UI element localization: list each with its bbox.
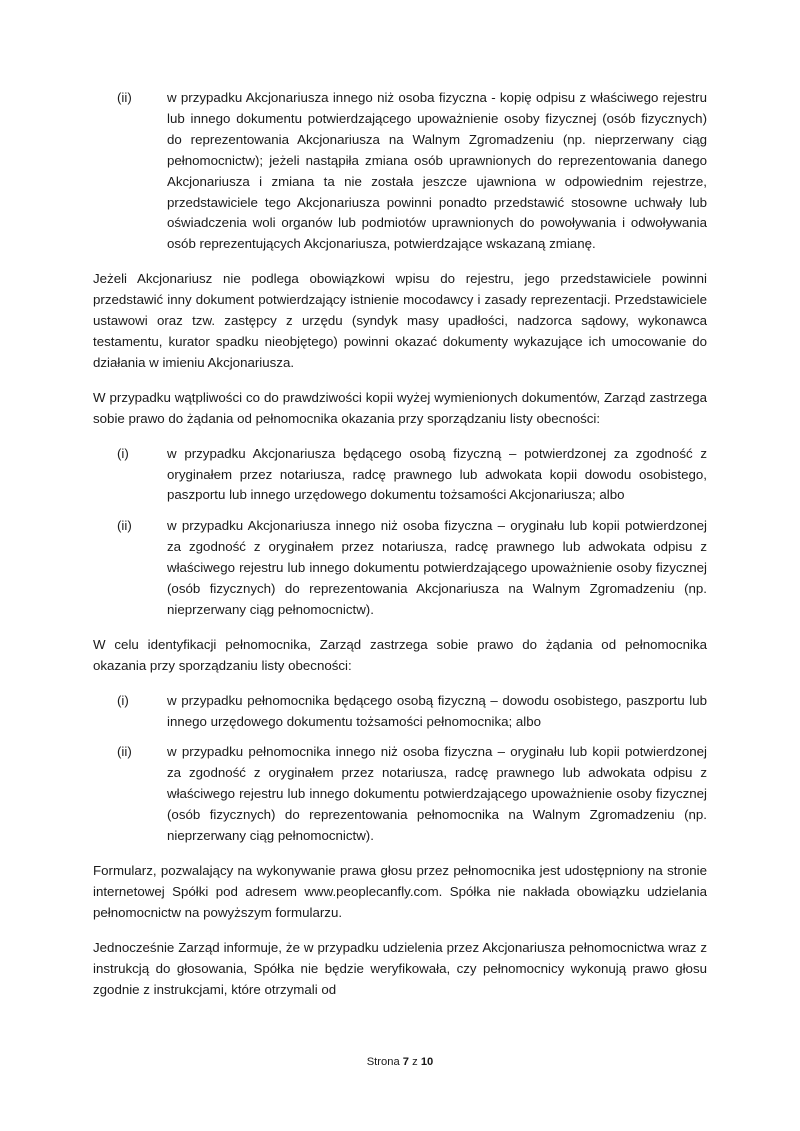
- list-one: [93, 88, 707, 255]
- list-item-text: w przypadku Akcjonariusza innego niż osoba fizyczna - kopię odpisu z właściwego rejestru lub innego dokumentu potwierdzającego upoważnienie osoby fizycznej (osób fizycznych) do reprezentowania Akcjonariusza na Walnym Zgromadzeniu (np. nieprzerwany ciąg pełnomocnictw); jeżeli nastąpiła zmiana osób uprawnionych do reprezentowania danego Akcjonariusza i zmiana ta nie została jeszcze ujawniona w odpowiednim rejestrze, przedstawiciele tego Akcjonariusza powinni ponadto przedstawić stosowne uchwały lub oświadczenia woli organów lub podmiotów uprawnionych do powoływania i odwoływania osób reprezentujących Akcjonariusza, potwierdzające wskazaną zmianę.: [167, 90, 707, 252]
- paragraph-legal-representatives: Jeżeli Akcjonariusz nie podlega obowiązkowi wpisu do rejestru, jego przedstawiciele powinni przedstawić inny dokument potwierdzający istnienie mocodawcy i zasady reprezentacji. Przedstawiciele ustawowi oraz tzw. zastępcy z urzędu (syndyk masy upadłości, nadzorca sądowy, wykonawca testamentu, kurator spadku nieobjętego) powinni okazać dokumenty wykazujące ich umocowanie do działania w imieniu Akcjonariusza.: [93, 271, 707, 370]
- page-footer: [0, 1056, 800, 1068]
- list-item: [93, 516, 707, 621]
- paragraph-form: Formularz, pozwalający na wykonywanie prawa głosu przez pełnomocnika jest udostępniony na stronie internetowej Spółki pod adresem www.peoplecanfly.com. Spółka nie nakłada obowiązku udzielania pełnomocnictw na powyższym formularzu.: [93, 863, 707, 920]
- list-marker: (i): [117, 692, 129, 708]
- list-three: [93, 691, 707, 847]
- page-content: [93, 88, 707, 1000]
- list-marker: (ii): [117, 518, 132, 534]
- footer-separator: z: [412, 1056, 418, 1068]
- list-item-text: w przypadku Akcjonariusza będącego osobą fizyczną – potwierdzonej za zgodność z oryginałem przez notariusza, radcę prawnego lub adwokata kopii dowodu osobistego, paszportu lub innego urzędowego dokumentu tożsamości Akcjonariusza; albo: [167, 445, 707, 503]
- list-item: [93, 742, 707, 847]
- list-item: [93, 444, 707, 507]
- list-marker: (i): [117, 445, 129, 461]
- paragraph-identify-proxy-intro: W celu identyfikacji pełnomocnika, Zarząd zastrzega sobie prawo do żądania od pełnomocnika okazania przy sporządzaniu listy obecności:: [93, 636, 707, 673]
- paragraph-instructions: Jednocześnie Zarząd informuje, że w przypadku udzielenia przez Akcjonariusza pełnomocnictwa wraz z instrukcją do głosowania, Spółka nie będzie weryfikowała, czy pełnomocnicy wykonują prawo głosu zgodnie z instrukcjami, które otrzymali od: [93, 939, 707, 997]
- list-item: [93, 88, 707, 255]
- list-marker: (ii): [117, 90, 132, 105]
- footer-prefix: Strona: [366, 1056, 400, 1068]
- list-marker: (ii): [117, 744, 132, 760]
- footer-current-page: 7: [402, 1056, 410, 1068]
- list-item-text: w przypadku Akcjonariusza innego niż osoba fizyczna – oryginału lub kopii potwierdzonej za zgodność z oryginałem przez notariusza, radcę prawnego lub adwokata odpisu z właściwego rejestru lub innego dokumentu potwierdzającego upoważnienie osoby fizycznej (osób fizycznych) do reprezentowania Akcjonariusza na Walnym Zgromadzeniu (np. nieprzerwany ciąg pełnomocnictw).: [167, 518, 707, 617]
- paragraph-doubts-intro: W przypadku wątpliwości co do prawdziwości kopii wyżej wymienionych dokumentów, Zarząd zastrzega sobie prawo do żądania od pełnomocnika okazania przy sporządzaniu listy obecności:: [93, 389, 707, 426]
- list-item-text: w przypadku pełnomocnika innego niż osoba fizyczna – oryginału lub kopii potwierdzonej za zgodność z oryginałem przez notariusza, radcę prawnego lub adwokata odpisu z właściwego rejestru lub innego dokumentu potwierdzającego upoważnienie osoby fizycznej (osób fizycznych) do reprezentowania pełnomocnika na Walnym Zgromadzeniu (np. nieprzerwany ciąg pełnomocnictw).: [167, 744, 707, 844]
- list-item-text: w przypadku pełnomocnika będącego osobą fizyczną – dowodu osobistego, paszportu lub innego urzędowego dokumentu tożsamości pełnomocnika; albo: [167, 692, 707, 729]
- footer-total-pages: 10: [420, 1056, 434, 1068]
- list-two: [93, 444, 707, 621]
- list-item: [93, 691, 707, 733]
